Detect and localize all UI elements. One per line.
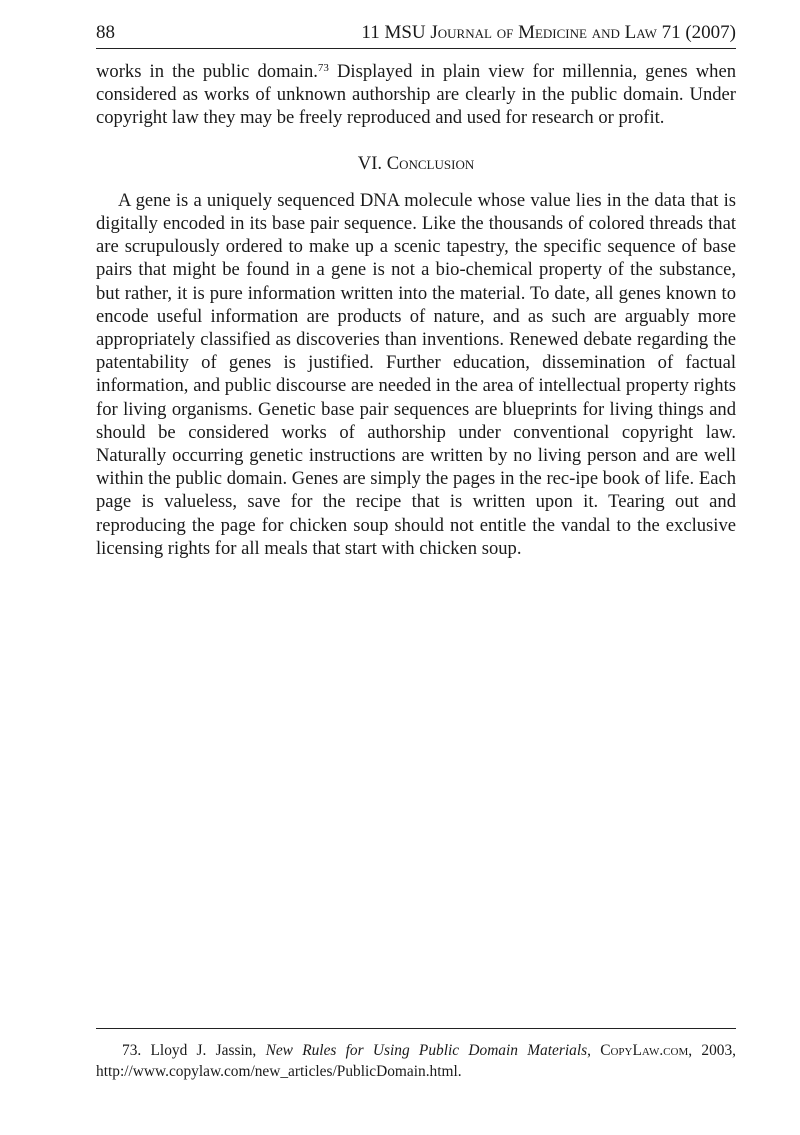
footnote-year: , 2003, bbox=[688, 1042, 736, 1059]
intro-text-start: works in the public domain. bbox=[96, 61, 318, 82]
footnote-divider bbox=[96, 1028, 736, 1029]
footnote bbox=[96, 1040, 736, 1082]
section-title: Conclusion bbox=[386, 152, 475, 174]
footnote-reference[interactable]: 73 bbox=[317, 62, 329, 74]
journal-name: Journal of Medicine and Law bbox=[430, 22, 657, 43]
journal-prefix: 11 MSU bbox=[361, 22, 431, 43]
journal-suffix: 71 (2007) bbox=[656, 22, 736, 43]
footnote-url[interactable]: http://www.copylaw.com/new_articles/PublicDomain.html. bbox=[96, 1063, 462, 1080]
page-number: 88 bbox=[96, 22, 115, 43]
intro-text-end: Displayed in plain view for millennia, genes when considered as works of unknown authorship are clearly in the public domain. Under copyright law they may be freely reproduced and used for research or profit. bbox=[96, 61, 736, 129]
section-heading bbox=[96, 152, 736, 175]
section-number: VI. bbox=[357, 152, 387, 174]
body-text bbox=[96, 60, 736, 560]
conclusion-paragraph: A gene is a uniquely sequenced DNA molecule whose value lies in the data that is digitally encoded in its base pair sequence. Like the thousands of colored threads that are scrupulously ordered to make up a scenic tapestry, the specific sequence of base pairs that might be found in a gene is not a bio-chemical property of the substance, but rather, it is pure information written into the material. To date, all genes known to encode useful information are products of nature, and as such are arguably more appropriately classified as discoveries than inventions. Renewed debate regarding the patentability of genes is justified. Further education, dissemination of factual information, and public discourse are needed in the area of intellectual property rights for living organisms. Genetic base pair sequences are blueprints for living things and should be considered works of authorship under conventional copyright law. Naturally occurring genetic instructions are written by no living person and are well within the public domain. Genes are simply the pages in the rec-ipe book of life. Each page is valueless, save for the recipe that is written upon it. Tearing out and reproducing the page for chicken soup should not entitle the vandal to the exclusive licensing rights for all meals that start with chicken soup. bbox=[96, 189, 736, 559]
running-head bbox=[361, 22, 736, 44]
footnote-author: Lloyd J. Jassin, bbox=[141, 1042, 266, 1059]
intro-paragraph bbox=[96, 60, 736, 130]
footnote-number: 73. bbox=[122, 1042, 142, 1059]
footnote-separator: , bbox=[587, 1042, 601, 1059]
page-header bbox=[96, 18, 736, 49]
footnote-title: New Rules for Using Public Domain Materials bbox=[265, 1042, 588, 1059]
footnote-source: CopyLaw.com bbox=[600, 1042, 689, 1059]
